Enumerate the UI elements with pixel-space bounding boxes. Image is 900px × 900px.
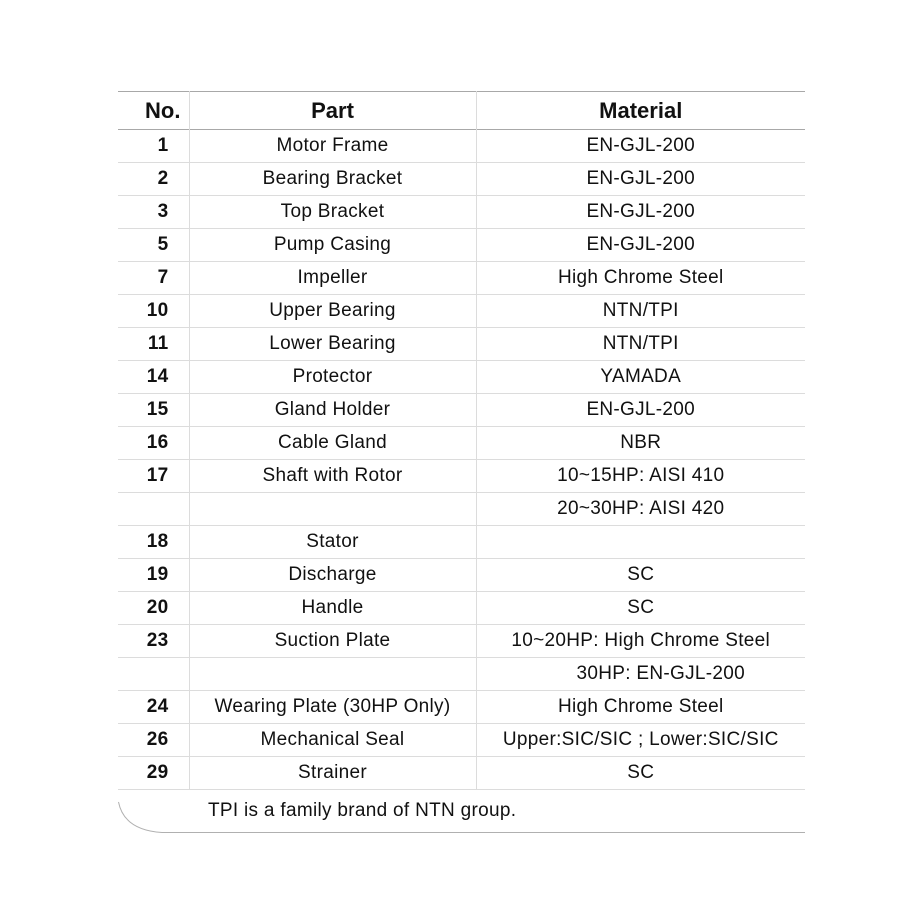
row-material: SC xyxy=(476,757,805,790)
row-part: Motor Frame xyxy=(189,130,476,163)
row-material: EN-GJL-200 xyxy=(476,394,805,427)
row-no: 19 xyxy=(146,564,169,585)
row-part: Shaft with Rotor xyxy=(189,460,476,493)
table-row xyxy=(118,163,805,196)
row-part: Strainer xyxy=(189,757,476,790)
table-row xyxy=(118,295,805,328)
row-part: Top Bracket xyxy=(189,196,476,229)
row-material: 10~15HP: AISI 410 xyxy=(476,460,805,493)
row-no: 2 xyxy=(157,168,169,189)
table-row xyxy=(118,724,805,757)
row-part: Handle xyxy=(189,592,476,625)
table-row xyxy=(118,757,805,790)
header-material: Material xyxy=(476,92,805,130)
table-row xyxy=(118,361,805,394)
row-part xyxy=(189,493,476,526)
row-part: Cable Gland xyxy=(189,427,476,460)
row-no: 24 xyxy=(146,696,169,717)
row-no: 11 xyxy=(147,333,169,354)
table-row xyxy=(118,394,805,427)
row-part: Discharge xyxy=(189,559,476,592)
row-no: 10 xyxy=(146,300,169,321)
table-row xyxy=(118,658,805,691)
row-part: Stator xyxy=(189,526,476,559)
row-part: Wearing Plate (30HP Only) xyxy=(189,691,476,724)
footnote: TPI is a family brand of NTN group. xyxy=(208,800,517,821)
row-part: Bearing Bracket xyxy=(189,163,476,196)
row-material: 20~30HP: AISI 420 xyxy=(476,493,805,526)
table-row xyxy=(118,427,805,460)
table-row xyxy=(118,691,805,724)
row-material: Upper:SIC/SIC ; Lower:SIC/SIC xyxy=(476,724,805,757)
row-no: 23 xyxy=(146,630,169,651)
table-row xyxy=(118,130,805,163)
row-material: 10~20HP: High Chrome Steel xyxy=(476,625,805,658)
parts-material-table-container xyxy=(118,91,805,833)
row-material: SC xyxy=(476,592,805,625)
row-no: 14 xyxy=(146,366,169,387)
row-material: High Chrome Steel xyxy=(476,691,805,724)
row-part: Mechanical Seal xyxy=(189,724,476,757)
row-no: 1 xyxy=(157,135,169,156)
header-part: Part xyxy=(189,92,476,130)
row-material: 30HP: EN-GJL-200 xyxy=(476,658,805,691)
row-no: 29 xyxy=(146,762,169,783)
table-row xyxy=(118,460,805,493)
table-row xyxy=(118,229,805,262)
row-no xyxy=(118,658,189,691)
row-part: Upper Bearing xyxy=(189,295,476,328)
table-row xyxy=(118,196,805,229)
row-material: EN-GJL-200 xyxy=(476,130,805,163)
row-no xyxy=(118,493,189,526)
table-row xyxy=(118,328,805,361)
row-part: Impeller xyxy=(189,262,476,295)
row-material: EN-GJL-200 xyxy=(476,196,805,229)
row-part: Gland Holder xyxy=(189,394,476,427)
row-material: EN-GJL-200 xyxy=(476,229,805,262)
row-no: 16 xyxy=(146,432,169,453)
row-material xyxy=(476,526,805,559)
row-part: Lower Bearing xyxy=(189,328,476,361)
row-part: Protector xyxy=(189,361,476,394)
row-no: 5 xyxy=(157,234,169,255)
table-row xyxy=(118,493,805,526)
header-no: No. xyxy=(145,97,181,123)
row-no: 7 xyxy=(157,267,169,288)
table-row xyxy=(118,592,805,625)
row-material: NTN/TPI xyxy=(476,328,805,361)
row-no: 26 xyxy=(146,729,169,750)
row-no: 15 xyxy=(146,399,169,420)
row-no: 3 xyxy=(157,201,169,222)
parts-material-table xyxy=(118,91,805,790)
row-material: EN-GJL-200 xyxy=(476,163,805,196)
row-material: YAMADA xyxy=(476,361,805,394)
row-part: Pump Casing xyxy=(189,229,476,262)
table-row xyxy=(118,262,805,295)
table-footer xyxy=(118,790,805,833)
row-no: 17 xyxy=(146,465,169,486)
row-material: NBR xyxy=(476,427,805,460)
table-row xyxy=(118,559,805,592)
row-no: 18 xyxy=(146,531,169,552)
table-row xyxy=(118,526,805,559)
row-part: Suction Plate xyxy=(189,625,476,658)
row-no: 20 xyxy=(146,597,169,618)
row-material: High Chrome Steel xyxy=(476,262,805,295)
row-material: NTN/TPI xyxy=(476,295,805,328)
row-part xyxy=(189,658,476,691)
table-header-row xyxy=(118,92,805,130)
row-material: SC xyxy=(476,559,805,592)
table-row xyxy=(118,625,805,658)
